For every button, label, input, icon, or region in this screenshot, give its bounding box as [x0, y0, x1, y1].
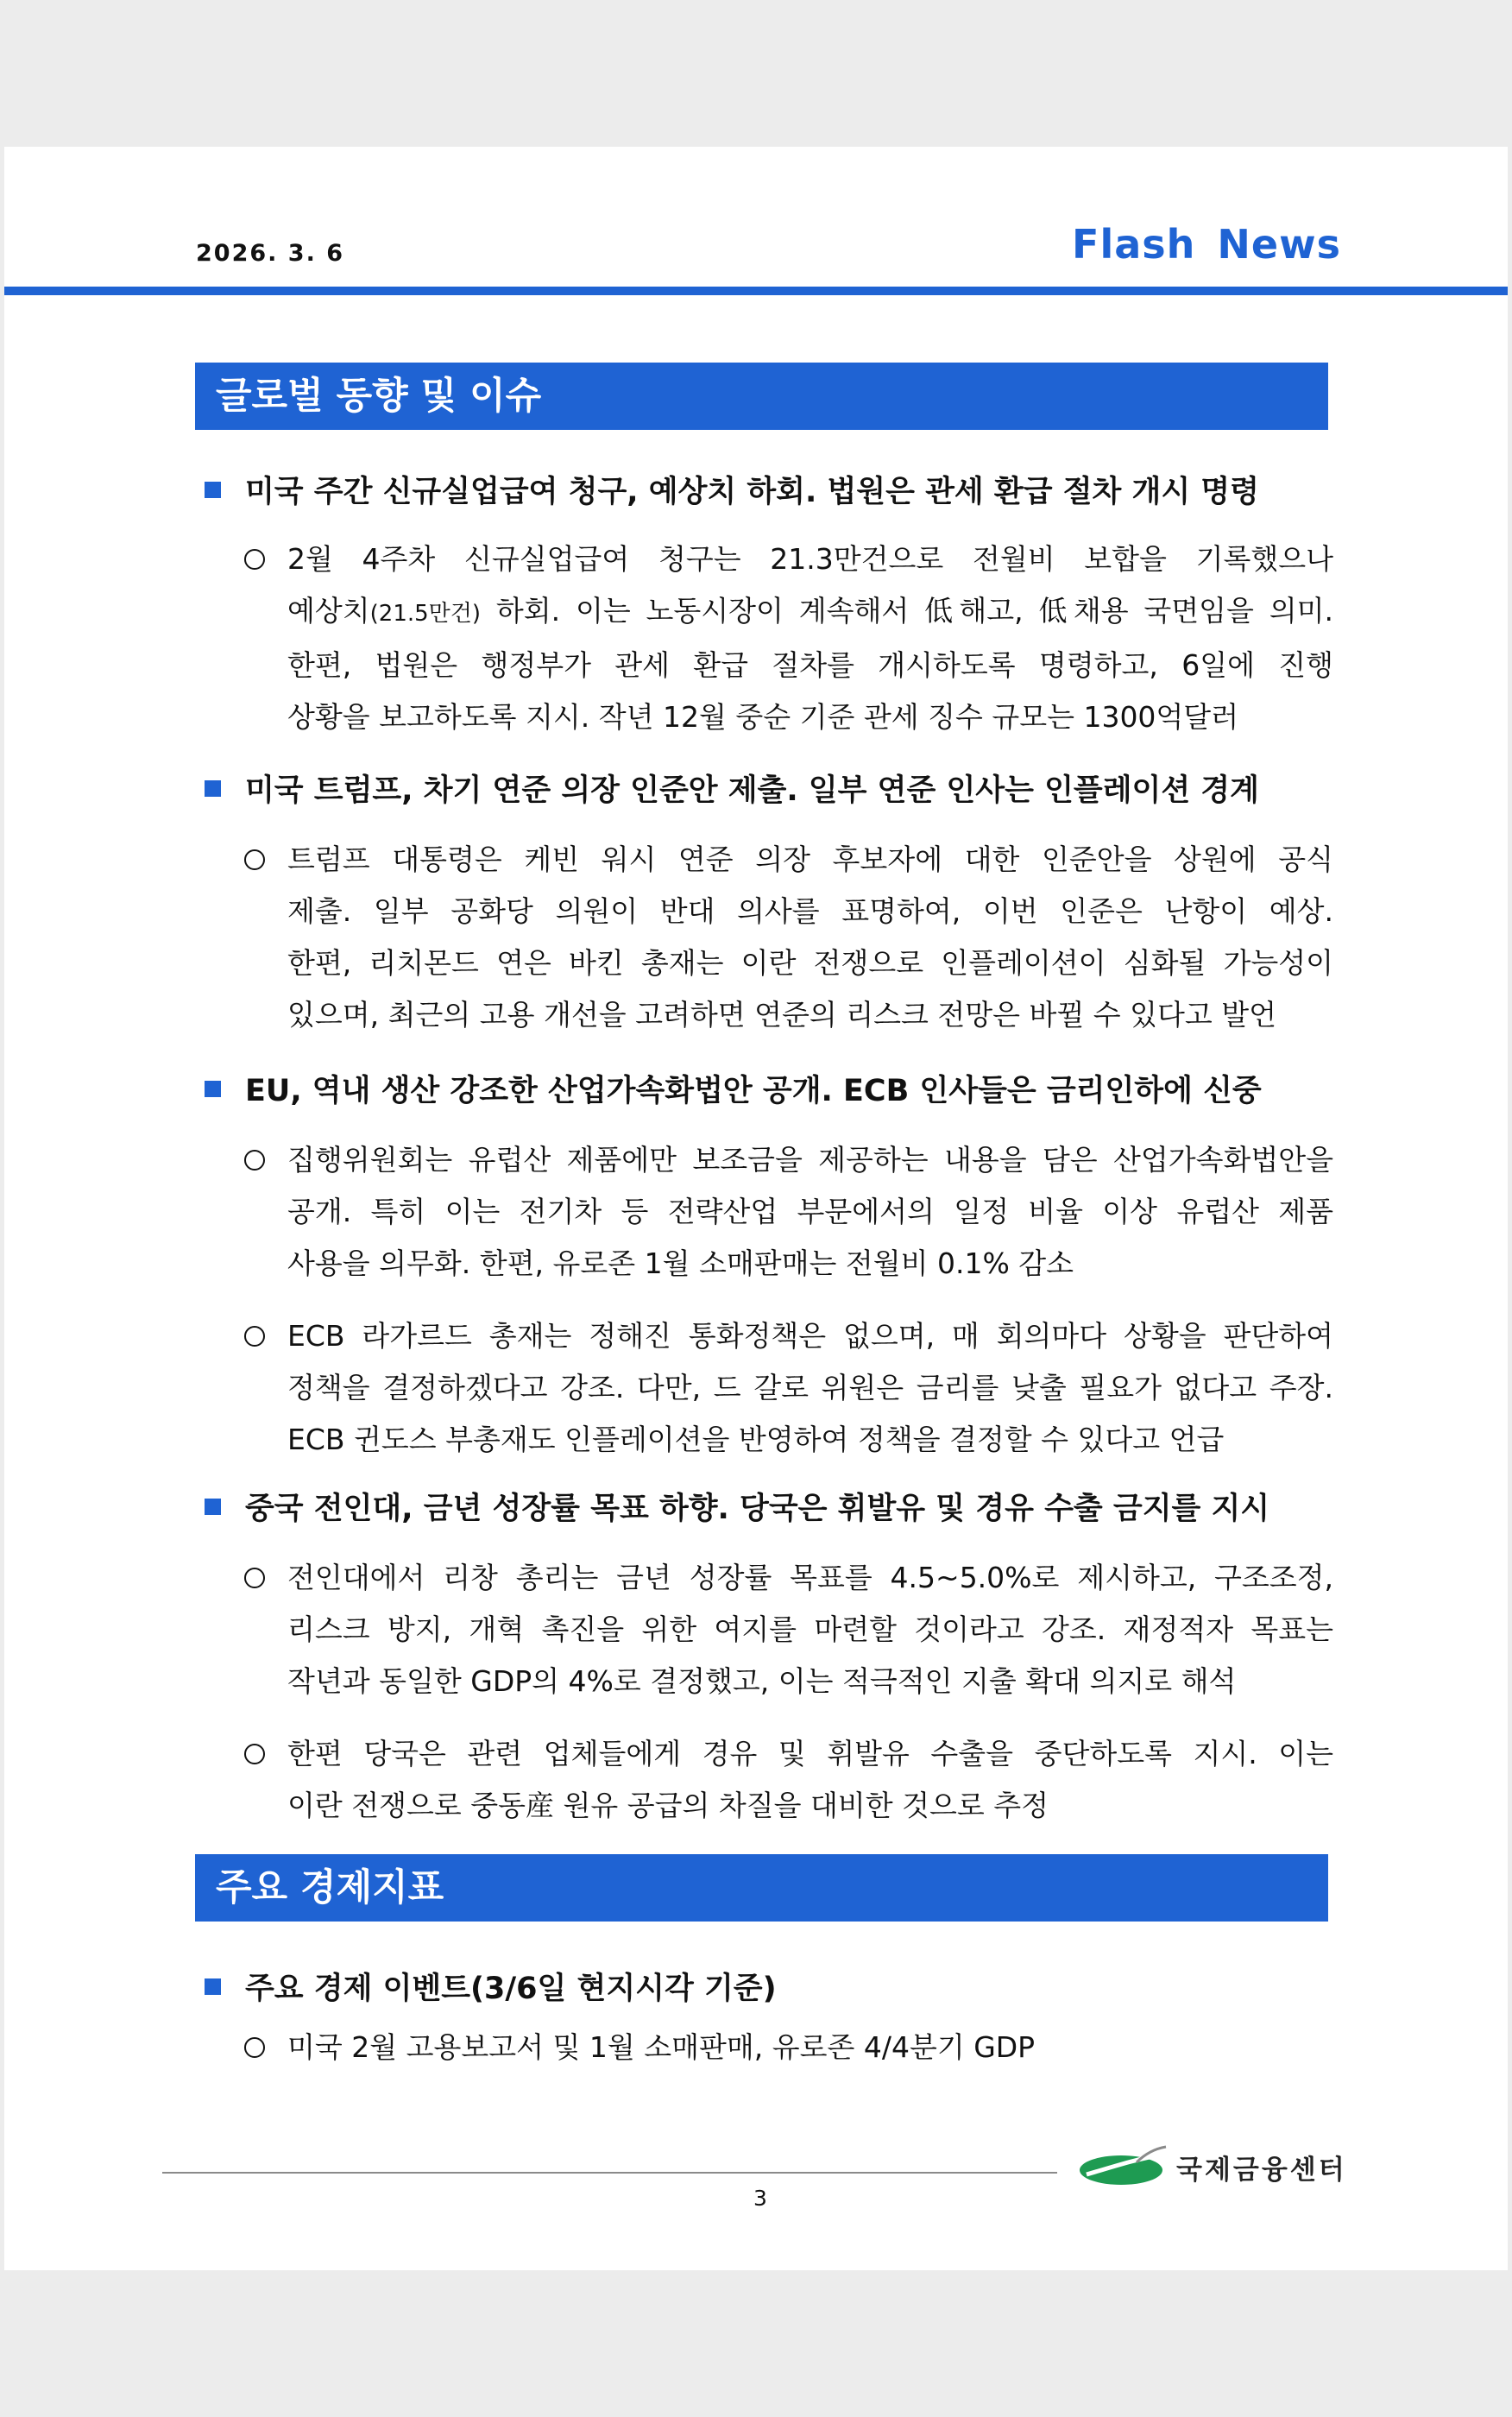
square-bullet-icon — [205, 1499, 221, 1515]
text-line: 공개. 특히 이는 전기차 등 전략산업 부문에서의 일정 비율 이상 유럽산 제품 — [287, 1195, 1333, 1228]
bullet-paragraph — [244, 834, 1333, 1041]
topic-headline — [205, 468, 1344, 511]
bullet-paragraph — [244, 1728, 1333, 1832]
square-bullet-icon — [205, 1081, 221, 1097]
headline-text: 중국 전인대, 금년 성장률 목표 하향. 당국은 휘발유 및 경유 수출 금지를 지시 — [245, 1492, 1270, 1526]
text-line: 예상치(21.5만건) 하회. 이는 노동시장이 계속해서 低해고, 低채용 국면임을 의미. — [287, 594, 1333, 628]
text-line: 한편, 법원은 행정부가 관세 환급 절차를 개시하도록 명령하고, 6일에 진행 — [287, 648, 1333, 682]
text-line: ECB 라가르드 총재는 정해진 통화정책은 없으며, 매 회의마다 상황을 판단하여 — [287, 1319, 1333, 1353]
headline-text: 미국 트럼프, 차기 연준 의장 인준안 제출. 일부 연준 인사는 인플레이션 경계 — [245, 773, 1259, 808]
section-heading-global: 글로벌 동향 및 이슈 — [195, 363, 1328, 430]
text-line: 사용을 의무화. 한편, 유로존 1월 소매판매는 전월비 0.1% 감소 — [287, 1246, 1074, 1280]
text-line: 미국 2월 고용보고서 및 1월 소매판매, 유로존 4/4분기 GDP — [287, 2030, 1036, 2064]
headline-text: 미국 주간 신규실업급여 청구, 예상치 하회. 법원은 관세 환급 절차 개시 명령 — [245, 475, 1259, 509]
report-date: 2026. 3. 6 — [196, 240, 345, 267]
topic-headline — [205, 1965, 1344, 2008]
bullet-paragraph — [244, 533, 1333, 743]
text-line: 한편, 리치몬드 연은 바킨 총재는 이란 전쟁으로 인플레이션이 심화될 가능성이 — [287, 946, 1333, 980]
text-line: 2월 4주차 신규실업급여 청구는 21.3만건으로 전월비 보합을 기록했으나 — [287, 542, 1333, 576]
text-line: 제출. 일부 공화당 의원이 반대 의사를 표명하여, 이번 인준은 난항이 예상. — [287, 894, 1333, 928]
text-line: 집행위원회는 유럽산 제품에만 보조금을 제공하는 내용을 담은 산업가속화법안을 — [287, 1143, 1333, 1177]
section-heading-indicators: 주요 경제지표 — [195, 1854, 1328, 1922]
text-line: 상황을 보고하도록 지시. 작년 12월 중순 기준 관세 징수 규모는 1300억달러 — [287, 700, 1239, 734]
bullet-paragraph — [244, 1552, 1333, 1707]
topic-headline — [205, 1067, 1344, 1110]
square-bullet-icon — [205, 1978, 221, 1995]
circle-bullet-icon — [244, 2037, 265, 2058]
page-number: 3 — [753, 2186, 767, 2211]
parenthetical-note: (21.5만건) — [369, 601, 482, 627]
bullet-paragraph — [244, 1310, 1333, 1466]
circle-bullet-icon — [244, 549, 265, 570]
headline-text: 주요 경제 이벤트(3/6일 현지시각 기준) — [245, 1972, 777, 2006]
circle-bullet-icon — [244, 1744, 265, 1764]
text-line: 작년과 동일한 GDP의 4%로 결정했고, 이는 적극적인 지출 확대 의지로 해석 — [287, 1664, 1237, 1698]
topic-headline — [205, 1485, 1344, 1528]
header-divider — [4, 287, 1508, 295]
text-line: 트럼프 대통령은 케빈 워시 연준 의장 후보자에 대한 인준안을 상원에 공식 — [287, 842, 1333, 876]
text-line: 한편 당국은 관련 업체들에게 경유 및 휘발유 수출을 중단하도록 지시. 이는 — [287, 1737, 1333, 1770]
circle-bullet-icon — [244, 1568, 265, 1588]
footer-divider — [162, 2172, 1057, 2174]
topic-headline — [205, 767, 1344, 810]
document-page — [4, 147, 1508, 2270]
logo-text: 국제금융센터 — [1176, 2155, 1347, 2186]
bullet-paragraph — [244, 2022, 1333, 2073]
circle-bullet-icon — [244, 849, 265, 870]
square-bullet-icon — [205, 482, 221, 498]
text-line: ECB 귄도스 부총재도 인플레이션을 반영하여 정책을 결정할 수 있다고 언급 — [287, 1423, 1225, 1456]
headline-text: EU, 역내 생산 강조한 산업가속화법안 공개. ECB 인사들은 금리인하에 신중 — [245, 1074, 1262, 1108]
bullet-paragraph — [244, 1134, 1333, 1290]
square-bullet-icon — [205, 780, 221, 797]
text-line: 정책을 결정하겠다고 강조. 다만, 드 갈로 위원은 금리를 낮출 필요가 없다고 주장. — [287, 1371, 1333, 1404]
circle-bullet-icon — [244, 1326, 265, 1347]
circle-bullet-icon — [244, 1150, 265, 1171]
text-line: 리스크 방지, 개혁 촉진을 위한 여지를 마련할 것이라고 강조. 재정적자 목표는 — [287, 1612, 1333, 1646]
text-line: 있으며, 최근의 고용 개선을 고려하면 연준의 리스크 전망은 바뀔 수 있다고 발언 — [287, 998, 1276, 1032]
text-line: 이란 전쟁으로 중동産 원유 공급의 차질을 대비한 것으로 추정 — [287, 1789, 1049, 1822]
brand-title: Flash News — [1072, 221, 1341, 268]
text-line: 전인대에서 리창 총리는 금년 성장률 목표를 4.5~5.0%로 제시하고, 구조조정, — [287, 1561, 1333, 1594]
